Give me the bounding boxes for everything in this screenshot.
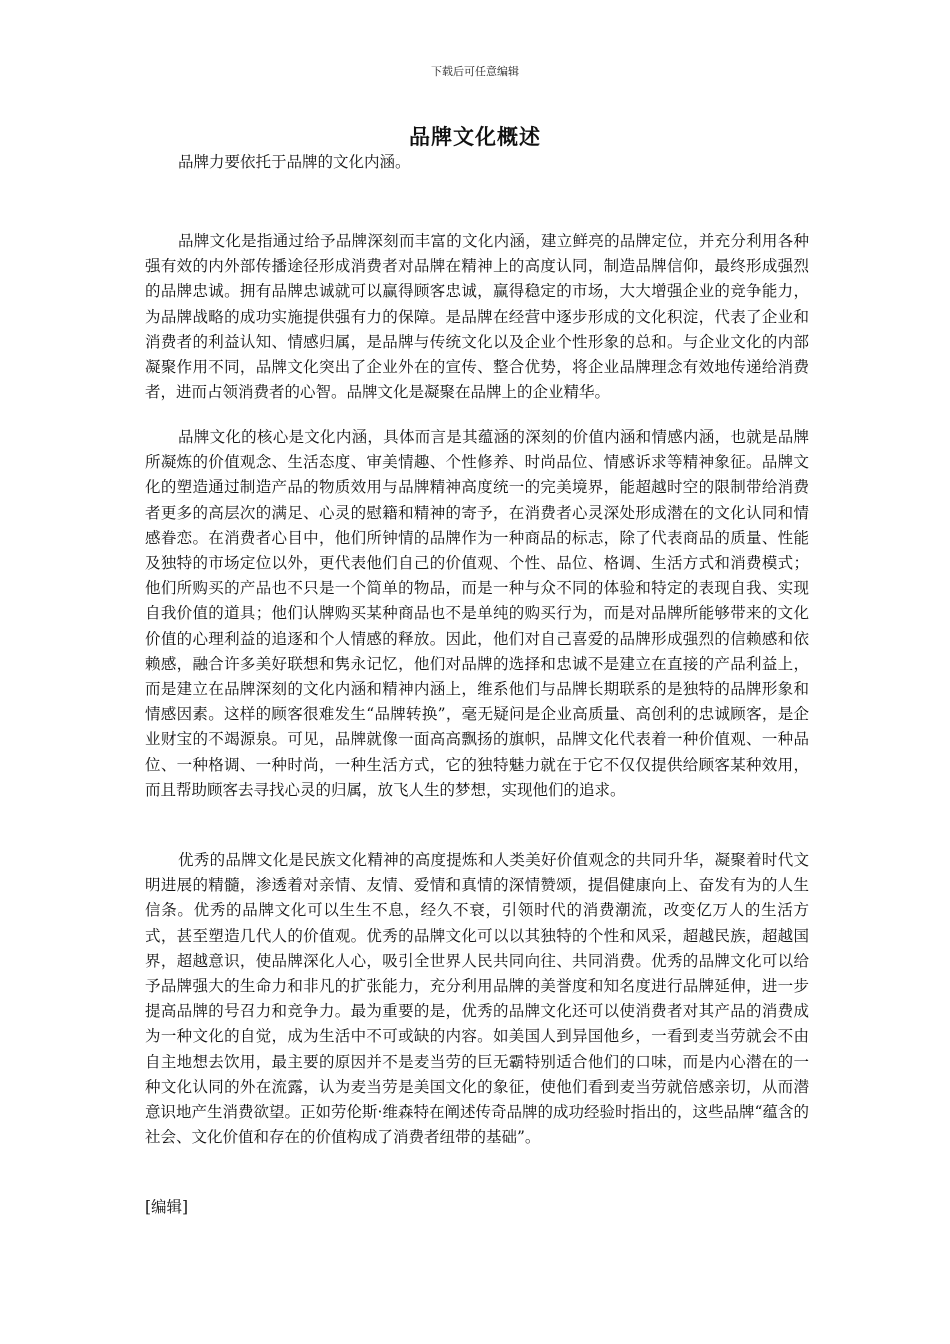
intro-line: 品牌力要依托于品牌的文化内涵。 <box>178 153 411 171</box>
paragraph-brand-culture-definition: 品牌文化是指通过给予品牌深刻而丰富的文化内涵，建立鲜亮的品牌定位，并充分利用各种强有效的内外部传播途径形成消费者对品牌在精神上的高度认同，制造品牌信仰，最终形成强烈的品牌忠诚。拥有品牌忠诚就可以赢得顾客忠诚，赢得稳定的市场，大大增强企业的竞争能力，为品牌战略的成功实施提供强有力的保障。是品牌在经营中逐步形成的文化积淀，代表了企业和消费者的利益认知、情感归属，是品牌与传统文化以及企业个性形象的总和。与企业文化的内部凝聚作用不同，品牌文化突出了企业外在的宣传、整合优势，将企业品牌理念有效地传递给消费者，进而占领消费者的心智。品牌文化是凝聚在品牌上的企业精华。 <box>145 232 809 402</box>
header-note: 下载后可任意编辑 <box>431 65 519 78</box>
paragraph-brand-culture-core: 品牌文化的核心是文化内涵，具体而言是其蕴涵的深刻的价值内涵和情感内涵，也就是品牌所凝炼的价值观念、生活态度、审美情趣、个性修养、时尚品位、情感诉求等精神象征。品牌文化的塑造通过制造产品的物质效用与品牌精神高度统一的完美境界，能超越时空的限制带给消费者更多的高层次的满足、心灵的慰籍和精神的寄予，在消费者心灵深处形成潜在的文化认同和情感眷恋。在消费者心目中，他们所钟情的品牌作为一种商品的标志，除了代表商品的质量、性能及独特的市场定位以外，更代表他们自己的价值观、个性、品位、格调、生活方式和消费模式；他们所购买的产品也不只是一个简单的物品，而是一种与众不同的体验和特定的表现自我、实现自我价值的道具；他们认牌购买某种商品也不是单纯的购买行为，而是对品牌所能够带来的文化价值的心理利益的追逐和个人情感的释放。因此，他们对自己喜爱的品牌形成强烈的信赖感和依赖感，融合许多美好联想和隽永记忆，他们对品牌的选择和忠诚不是建立在直接的产品利益上，而是建立在品牌深刻的文化内涵和精神内涵上，维系他们与品牌长期联系的是独特的品牌形象和情感因素。这样的顾客很难发生“品牌转换”，毫无疑问是企业高质量、高创利的忠诚顾客，是企业财宝的不竭源泉。可见，品牌就像一面高高飘扬的旗帜，品牌文化代表着一种价值观、一种品位、一种格调、一种时尚，一种生活方式，它的独特魅力就在于它不仅仅提供给顾客某种效用，而且帮助顾客去寻找心灵的归属，放飞人生的梦想，实现他们的追求。 <box>145 428 809 799</box>
edit-link[interactable]: [编辑] <box>145 1198 189 1216</box>
paragraph-excellent-brand-culture: 优秀的品牌文化是民族文化精神的高度提炼和人类美好价值观念的共同升华，凝聚着时代文明进展的精髓，渗透着对亲情、友情、爱情和真情的深情赞颂，提倡健康向上、奋发有为的人生信条。优秀的品牌文化可以生生不息，经久不衰，引领时代的消费潮流，改变亿万人的生活方式，甚至塑造几代人的价值观。优秀的品牌文化可以以其独特的个性和风采，超越民族，超越国界，超越意识，使品牌深化人心，吸引全世界人民共同向往、共同消费。优秀的品牌文化可以给予品牌强大的生命力和非凡的扩张能力，充分利用品牌的美誉度和知名度进行品牌延伸，进一步提高品牌的号召力和竞争力。最为重要的是，优秀的品牌文化还可以使消费者对其产品的消费成为一种文化的自觉，成为生活中不可或缺的内容。如美国人到异国他乡，一看到麦当劳就会不由自主地想去饮用，最主要的原因并不是麦当劳的巨无霸特别适合他们的口味，而是内心潜在的一种文化认同的外在流露，认为麦当劳是美国文化的象征，使他们看到麦当劳就倍感亲切，从而潜意识地产生消费欲望。正如劳伦斯·维森特在阐述传奇品牌的成功经验时指出的，这些品牌“蕴含的社会、文化价值和存在的价值构成了消费者纽带的基础”。 <box>145 851 809 1147</box>
document-title: 品牌文化概述 <box>409 124 541 149</box>
